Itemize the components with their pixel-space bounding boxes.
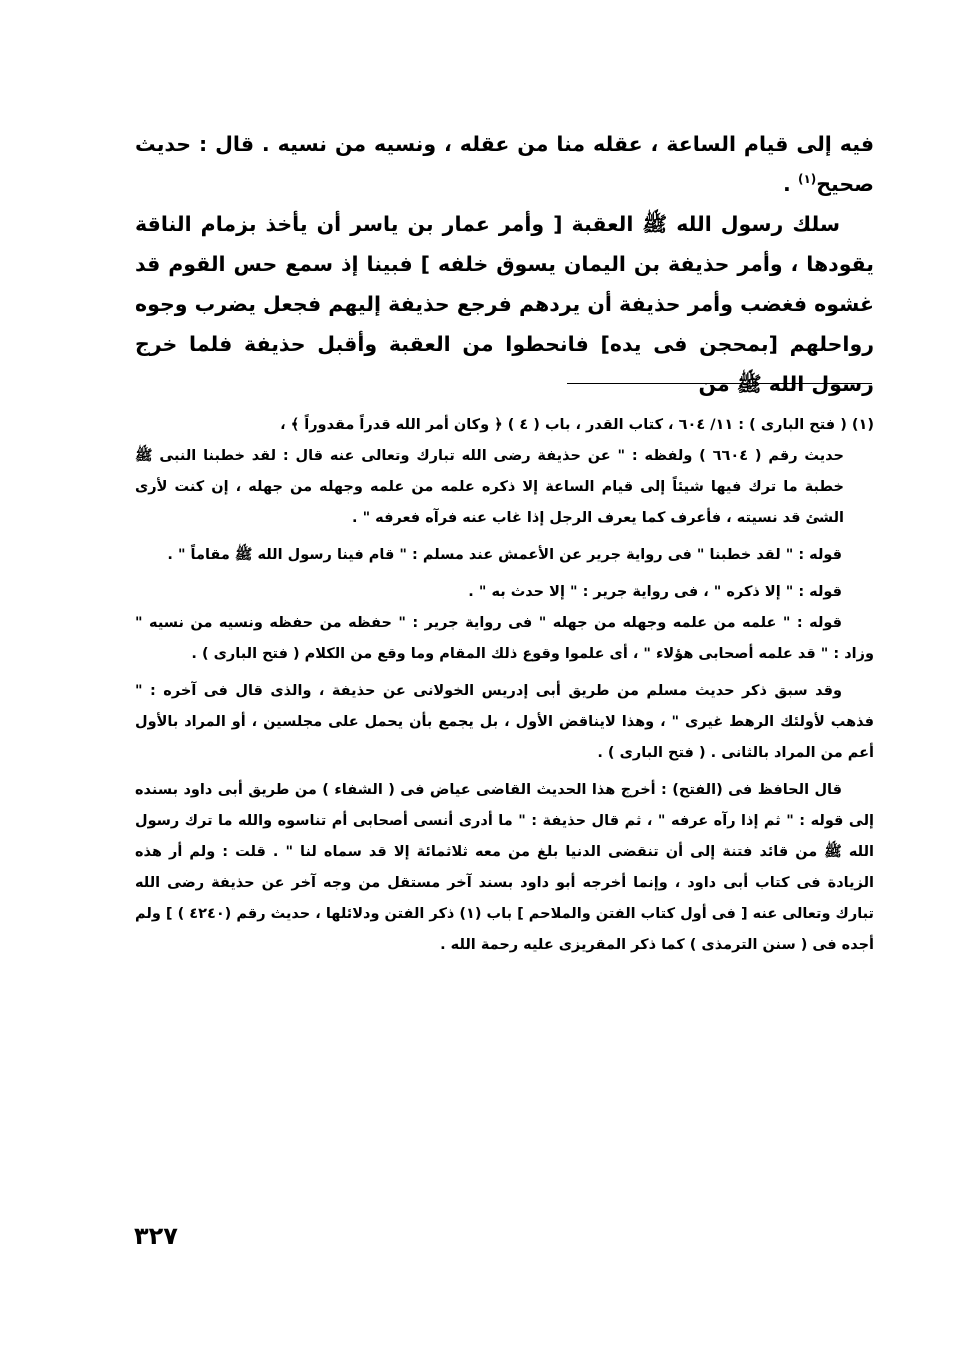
main-paragraph-1-text: فيه إلى قيام الساعة ، عقله منا من عقله ، ونسيه من نسيه . قال : حديث صحيح — [135, 132, 874, 196]
main-paragraph-1-end: . — [783, 172, 798, 196]
main-text-block — [135, 124, 874, 404]
footnote-paragraph-2: قوله : " لقد خطبنا " فى رواية جرير عن الأعمش عند مسلم : " قام فينا رسول الله ﷺ مقاماً " . — [167, 547, 842, 563]
page-number: ٣٢٧ — [134, 1222, 178, 1250]
footnote-1-first-line: (١) ( فتح البارى ) : ١١/ ٦٠٤ ، كتاب القدر ، باب ( ٤ ) ﴿ وكان أمر الله قدراً مقدوراً ﴾ ، — [280, 417, 874, 433]
footnote-paragraph-6: قال الحافظ فى (الفتح) : أخرج هذا الحديث القاضى عياض فى ( الشفاء ) من طريق أبى داود بسنده إلى قوله : " ثم إذا رآه عرفه " ، ثم قال حذيفة : " ما أدرى أنسى أصحابى أم تناسوه والله ما ترك رسول الله ﷺ من قائد فتنة إلى أن تنقضى الدنيا بلغ من معه ثلاثمائة إلا قد سماه لنا " . قلت : ولم أر هذه الزيادة فى كتاب أبى داود ، وإنما أخرجه أبو داود بسند آخر مستقل من وجه آخر عن حذيفة رضى الله تبارك وتعالى عنه [ فى أول كتاب الفتن والملاحم ] باب (١) ذكر الفتن ودلائلها ، حديث رقم (٤٢٤٠ ) ] ولم أجده فى ( سنن الترمذى ) كما ذكر المقريزى عليه رحمة الله . — [135, 782, 874, 953]
footnotes-block — [135, 410, 874, 961]
main-paragraph-1 — [135, 124, 874, 204]
footnote-separator — [567, 383, 872, 384]
footnote-1-continuation: حديث رقم ( ٦٦٠٤ ) ولفظه : " عن حذيفة رضى الله تبارك وتعالى عنه قال : لقد خطبنا النبى ﷺ خطبة ما ترك فيها شيئاً إلى قيام الساعة إلا ذكره علمه من علمه وجهله من جهله ، إن كنت لأرى الشئ قد نسيته ، فأعرف كما يعرف الرجل إذا غاب عنه فرآه فعرفه " . — [135, 448, 844, 526]
footnote-paragraph-4: قوله : " علمه من علمه وجهله من جهله " فى رواية جرير : " حفظه من حفظه ونسيه من نسيه " وزاد : " قد علمه أصحابى هؤلاء " ، أى علموا وقوع ذلك المقام وما وقع من الكلام ( فتح البارى ) . — [135, 615, 874, 662]
main-paragraph-2: سلك رسول الله ﷺ العقبة [ وأمر عمار بن ياسر أن يأخذ بزمام الناقة يقودها ، وأمر حذيفة بن اليمان يسوق خلفه ] فبينا إذ سمع حس القوم قد غشوه فغضب وأمر حذيفة أن يردهم فرجع حذيفة إليهم فجعل يضرب وجوه رواحلهم [بمحجن فى يده] فانحطوا من العقبة وأقبل حذيفة فلما خرج رسول الله ﷺ من — [135, 212, 874, 396]
footnote-paragraph-5: وقد سبق ذكر حديث مسلم من طريق أبى إدريس الخولانى عن حذيفة ، والذى قال فى آخره : " فذهب لأولئك الرهط غيرى " ، وهذا لايناقض الأول ، بل يجمع بأن يحمل على مجلسين ، أو المراد بالأول أعم من المراد بالثانى . ( فتح البارى ) . — [135, 683, 874, 761]
footnote-reference: (١) — [797, 172, 817, 187]
footnote-paragraph-3: قوله : " إلا ذكره " ، فى رواية جرير : " إلا حدث به " . — [468, 584, 842, 600]
